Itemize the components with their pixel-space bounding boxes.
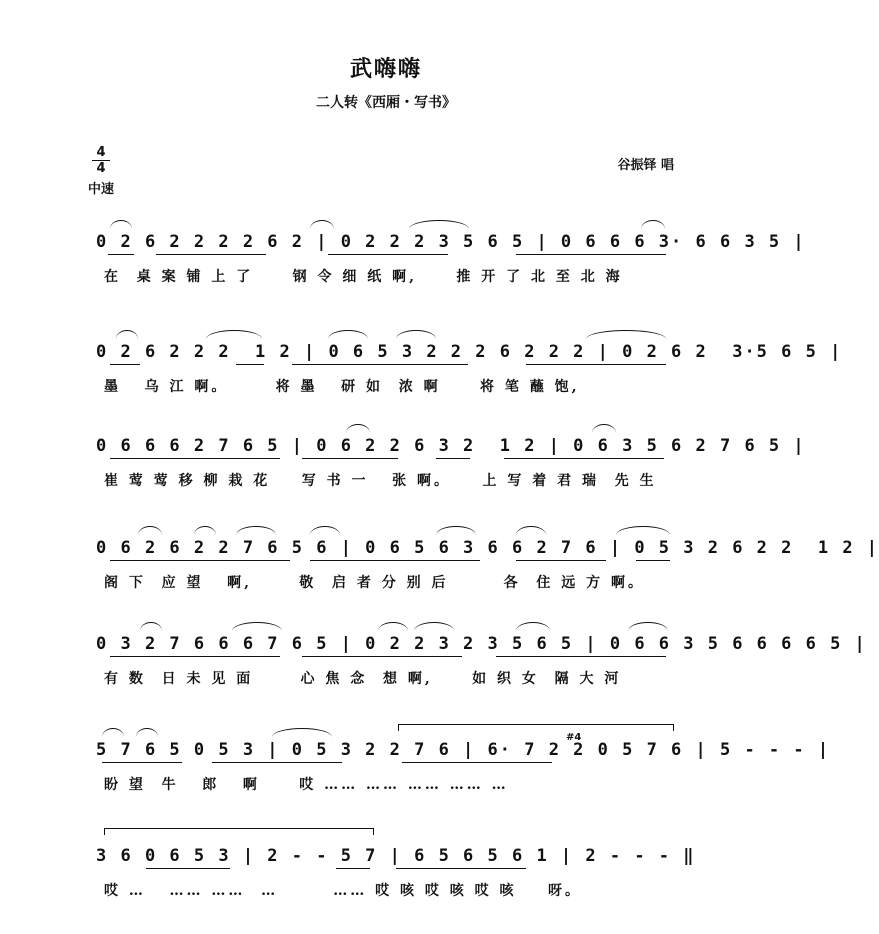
notation-line: 3 6 0 6 5 3 | 2 - - 5 7 | 6 5 6 5 6 1 | 2 - - - ‖ xyxy=(96,846,696,866)
underline-marks xyxy=(96,254,676,264)
time-signature-top: 4 xyxy=(96,145,106,160)
score-system-2 xyxy=(0,342,843,422)
notation-line: 0 3 2 7 6 6 6 7 6 5 | 0 2 2 3 2 3 5 6 5 | 0 6 6 3 5 6 6 6 6 5 | xyxy=(96,634,867,654)
song-subtitle: 二人转《西厢・写书》 xyxy=(316,95,456,111)
underline-marks xyxy=(96,458,676,468)
song-title: 武嗨嗨 xyxy=(349,56,422,82)
notation-line: 0 2 6 2 2 2 2 6 2 | 0 2 2 2 3 5 6 5 | 0 6 6 6 3· 6 6 3 5 | xyxy=(96,232,806,252)
lyric-line: 阁 下 应 望 啊, 敬 启 者 分 别 后 各 住 远 方 啊。 xyxy=(104,575,645,591)
lyric-line: 哎 … …… …… … …… 哎 咳 哎 咳 哎 咳 呀。 xyxy=(104,883,582,899)
underline-marks xyxy=(96,560,676,570)
notation-line: 0 6 6 6 2 7 6 5 | 0 6 2 2 6 3 2 1 2 | 0 6 3 5 6 2 7 6 5 | xyxy=(96,436,806,456)
notation-line: 0 2 6 2 2 2 1 2 | 0 6 5 3 2 2 2 6 2 2 2 | 0 2 6 2 3·5 6 5 | xyxy=(96,342,843,362)
time-signature xyxy=(92,146,110,175)
score-system-3 xyxy=(0,436,806,516)
underline-marks xyxy=(96,656,676,666)
score-system-1 xyxy=(0,232,806,312)
lyric-line: 崔 莺 莺 移 柳 栽 花 写 书 一 张 啊。 上 写 着 君 瑞 先 生 xyxy=(104,473,657,489)
score-system-4 xyxy=(0,538,879,618)
score-system-7 xyxy=(0,846,772,926)
singer-credit: 谷振铎 唱 xyxy=(617,158,674,173)
lyric-line: 有 数 日 未 见 面 心 焦 念 想 啊, 如 织 女 隔 大 河 xyxy=(104,671,622,687)
time-signature-bottom: 4 xyxy=(96,161,106,176)
notation-line: 5 7 6 5 0 5 3 | 0 5 3 2 2 7 6 | 6· 7 2 2 0 5 7 6 | 5 - - - | xyxy=(96,740,831,760)
lyric-line: 在 桌 案 铺 上 了 钢 令 细 纸 啊, 推 开 了 北 至 北 海 xyxy=(104,269,623,285)
underline-marks xyxy=(96,762,676,772)
score-system-6 xyxy=(0,732,831,820)
tempo-marking: 中速 xyxy=(88,182,115,197)
key-change-mark: #4 xyxy=(566,732,582,743)
lyric-line: 盼 望 牛 郎 啊 哎 …… …… …… …… … xyxy=(104,777,509,793)
notation-line: 0 6 2 6 2 2 7 6 5 6 | 0 6 5 6 3 6 6 2 7 6 | 0 5 3 2 6 2 2 1 2 | xyxy=(96,538,879,558)
underline-marks xyxy=(96,364,676,374)
lyric-line: 墨 乌 江 啊。 将 墨 研 如 浓 啊 将 笔 蘸 饱, xyxy=(104,379,580,395)
score-system-5 xyxy=(0,634,867,714)
repeat-bracket xyxy=(104,828,374,835)
underline-marks xyxy=(96,868,676,878)
